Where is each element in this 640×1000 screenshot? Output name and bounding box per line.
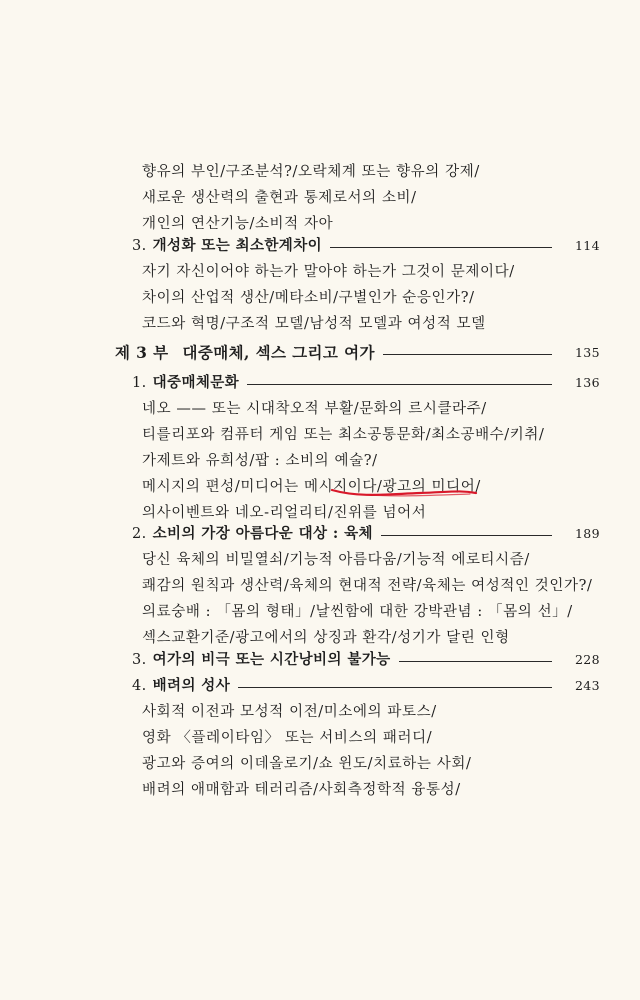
- toc-subtopic-line: 사회적 이전과 모성적 이전/미소에의 파토스/: [142, 704, 437, 720]
- leader-rule: [381, 535, 552, 536]
- toc-subtopic-line: 배려의 애매함과 테러리즘/사회측정학적 융통성/: [142, 782, 461, 798]
- part-number: 제 3 부: [115, 343, 169, 362]
- chapter-title: 개성화 또는 최소한계차이: [152, 237, 323, 254]
- toc-part-heading: [115, 341, 600, 365]
- toc-subtopic-line: 의료숭배 : 「몸의 형태」/날씬함에 대한 강박관념 : 「몸의 선」/: [142, 604, 573, 620]
- toc-subtopic-line: 새로운 생산력의 출현과 통제로서의 소비/: [142, 190, 417, 206]
- toc-chapter-heading: [132, 648, 600, 672]
- leader-rule: [247, 384, 552, 385]
- toc-chapter-heading: [132, 234, 600, 258]
- toc-subtopic-line: 향유의 부인/구조분석?/오락체계 또는 향유의 강제/: [142, 164, 480, 180]
- leader-rule: [238, 687, 552, 688]
- chapter-number: 2.: [132, 526, 147, 542]
- leader-rule: [399, 661, 552, 662]
- page-number: 114: [574, 238, 600, 253]
- toc-subtopic-line: 광고와 증여의 이데올로기/쇼 윈도/치료하는 사회/: [142, 756, 472, 772]
- toc-chapter-heading: [132, 522, 600, 546]
- page-number: 136: [574, 375, 600, 390]
- leader-rule: [330, 247, 552, 248]
- toc-subtopic-line: 당신 육체의 비밀열쇠/기능적 아름다움/기능적 에로티시즘/: [142, 552, 530, 568]
- toc-subtopic-line: 네오 —— 또는 시대착오적 부활/문화의 르시클라주/: [142, 401, 487, 417]
- toc-subtopic-line: 가제트와 유희성/팝 : 소비의 예술?/: [142, 453, 378, 469]
- chapter-title: 배려의 성사: [152, 677, 231, 694]
- leader-rule: [383, 354, 552, 355]
- toc-chapter-heading: [132, 674, 600, 698]
- chapter-number: 3.: [132, 238, 147, 254]
- toc-subtopic-line: 코드와 혁명/구조적 모델/남성적 모델과 여성적 모델: [142, 316, 486, 332]
- toc-subtopic-line: 티를리포와 컴퓨터 게임 또는 최소공통문화/최소공배수/키취/: [142, 427, 545, 443]
- toc-subtopic-line: 차이의 산업적 생산/메타소비/구별인가 순응인가?/: [142, 290, 475, 306]
- chapter-title: 여가의 비극 또는 시간낭비의 불가능: [152, 651, 391, 668]
- toc-subtopic-line: 개인의 연산기능/소비적 자아: [142, 216, 334, 232]
- toc-subtopic-line: 쾌감의 원칙과 생산력/육체의 현대적 전략/육체는 여성적인 것인가?/: [142, 578, 593, 594]
- chapter-title: 대중매체문화: [152, 374, 240, 391]
- page-number: 135: [574, 345, 600, 360]
- part-title: 대중매체, 섹스 그리고 여가: [182, 343, 375, 362]
- toc-subtopic-line: 자기 자신이어야 하는가 말아야 하는가 그것이 문제이다/: [142, 264, 515, 280]
- toc-subtopic-line: 메시지의 편성/미디어는 메시지이다/광고의 미디어/: [142, 479, 481, 495]
- toc-chapter-heading: [132, 371, 600, 395]
- chapter-number: 1.: [132, 375, 147, 391]
- toc-subtopic-line: 섹스교환기준/광고에서의 상징과 환각/성기가 달린 인형: [142, 630, 510, 646]
- page-number: 189: [574, 526, 600, 541]
- chapter-number: 3.: [132, 652, 147, 668]
- page-number: 243: [574, 678, 600, 693]
- chapter-number: 4.: [132, 678, 147, 694]
- toc-subtopic-line: 영화 〈플레이타임〉 또는 서비스의 패러디/: [142, 730, 433, 746]
- page-number: 228: [574, 652, 600, 667]
- toc-subtopic-line: 의사이벤트와 네오-리얼리티/진위를 넘어서: [142, 505, 427, 521]
- chapter-title: 소비의 가장 아름다운 대상 : 육체: [152, 525, 373, 542]
